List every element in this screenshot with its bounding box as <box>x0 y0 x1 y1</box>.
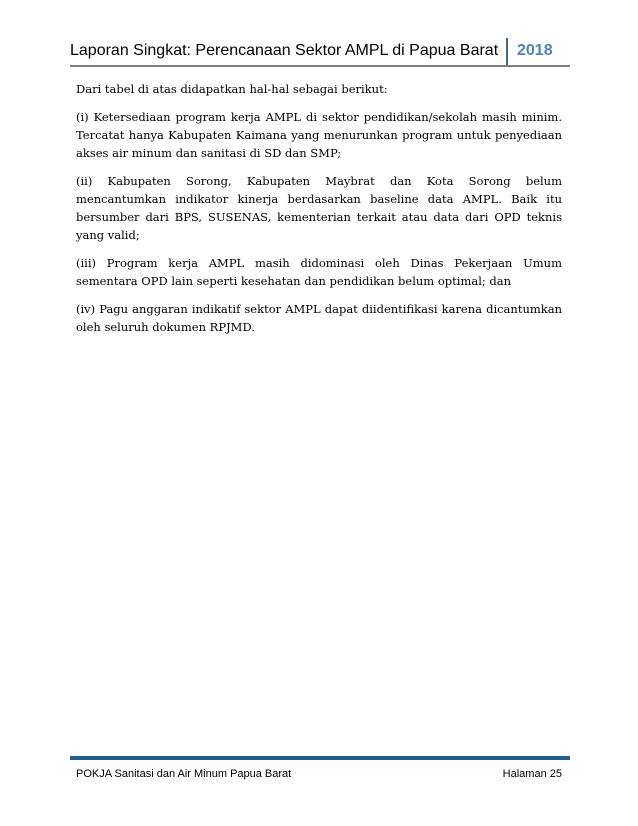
point-paragraph-3: (iii) Program kerja AMPL masih didominasi oleh Dinas Pekerjaan Umum sementara OPD lain seperti kesehatan dan pendidikan belum optimal; dan <box>76 256 562 288</box>
footer-organization: POKJA Sanitasi dan Air Minum Papua Barat <box>76 768 292 780</box>
point-paragraph-4: (iv) Pagu anggaran indikatif sektor AMPL dapat diidentifikasi karena dicantumkan oleh seluruh dokumen RPJMD. <box>76 302 562 334</box>
header-title: Laporan Singkat: Perencanaan Sektor AMPL di Papua Barat <box>70 42 499 59</box>
footer-rule <box>70 756 570 760</box>
header-year: 2018 <box>517 42 553 59</box>
point-paragraph-1: (i) Ketersediaan program kerja AMPL di sektor pendidikan/sekolah masih minim. Tercatat hanya Kabupaten Kaimana yang menurunkan program untuk penyediaan akses air minum dan sanitasi di SD dan SMP; <box>76 110 562 160</box>
footer-page-number: Halaman 25 <box>502 768 562 780</box>
intro-paragraph: Dari tabel di atas didapatkan hal-hal sebagai berikut: <box>76 82 388 96</box>
header-divider <box>506 38 508 66</box>
point-paragraph-2: (ii) Kabupaten Sorong, Kabupaten Maybrat dan Kota Sorong belum mencantumkan indikator kinerja berdasarkan baseline data AMPL. Baik itu bersumber dari BPS, SUSENAS, kementerian terkait atau data dari OPD teknis yang valid; <box>76 174 562 242</box>
document-body <box>76 80 562 346</box>
page-footer <box>76 768 562 788</box>
page-header <box>70 38 570 66</box>
header-rule <box>70 65 570 67</box>
